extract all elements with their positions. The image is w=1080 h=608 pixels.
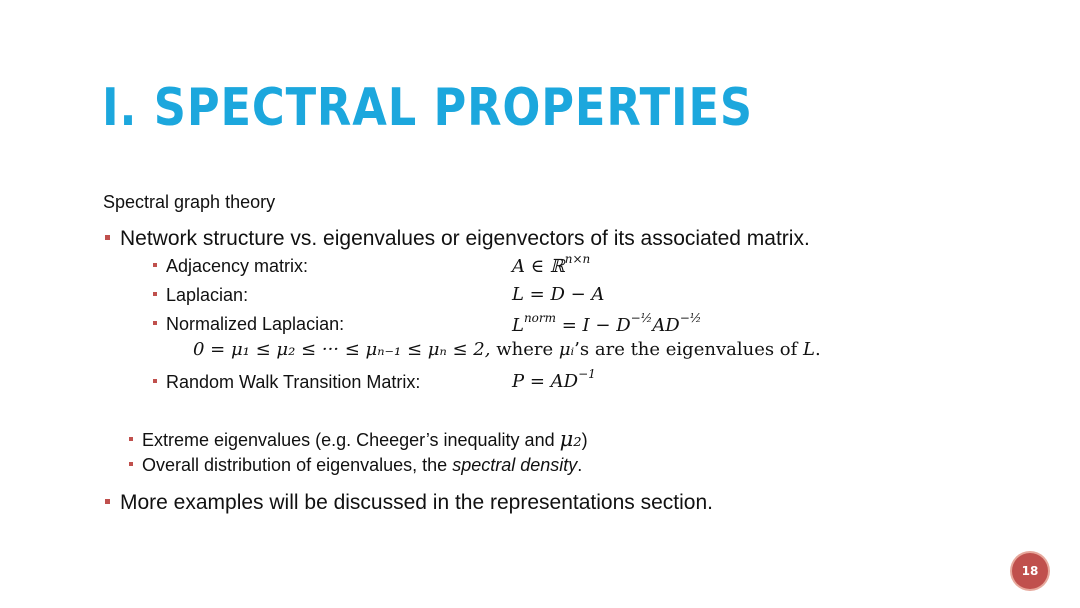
formula-text: A ∈ ℝ	[512, 256, 565, 277]
page-number-badge	[1012, 553, 1048, 589]
formula-text: L = D − A	[512, 284, 605, 305]
bullet-square-icon	[129, 437, 133, 441]
bullet-network-structure	[105, 227, 810, 251]
bullet-square-icon	[153, 292, 157, 296]
formula-text: = I − D	[556, 315, 631, 336]
bullet-text: Extreme eigenvalues (e.g. Cheeger’s inequality and	[142, 430, 560, 450]
bullet-text: )	[581, 430, 588, 450]
bullet-label: Normalized Laplacian:	[166, 314, 345, 334]
bullet-more-examples	[105, 491, 713, 515]
formula-adjacency	[512, 254, 590, 277]
math-text: μ₂	[559, 427, 582, 451]
subtitle: Spectral graph theory	[103, 192, 276, 212]
formula-text: L	[512, 315, 524, 336]
formula-text: P = AD	[512, 371, 579, 392]
math-text: L	[803, 339, 815, 360]
formula-sup: n×n	[564, 252, 591, 266]
bullet-square-icon	[153, 379, 157, 383]
bullet-square-icon	[105, 499, 110, 504]
bullet-text: .	[577, 455, 583, 475]
formula-laplacian	[512, 284, 604, 305]
math-text: ’s are the eigenvalues of	[574, 339, 804, 360]
page-number: 18	[1021, 564, 1039, 578]
bullet-text: Network structure vs. eigenvalues or eigenvectors of its associated matrix.	[120, 227, 810, 250]
bullet-extreme-eigenvalues	[129, 427, 588, 451]
formula-random-walk	[512, 369, 596, 392]
bullet-text: Overall distribution of eigenvalues, the	[142, 455, 453, 475]
bullet-normalized-laplacian	[153, 314, 344, 335]
formula-text: AD	[652, 315, 680, 336]
bullet-label: Adjacency matrix:	[166, 256, 309, 276]
formula-sup: norm	[523, 311, 557, 325]
formula-sup: −½	[679, 311, 702, 325]
bullet-square-icon	[105, 235, 110, 240]
math-text: μᵢ	[558, 339, 575, 360]
formula-sup: −1	[578, 367, 596, 381]
bullet-square-icon	[129, 462, 133, 466]
bullet-adjacency	[153, 256, 308, 277]
bullet-square-icon	[153, 321, 157, 325]
math-text: 0 = μ₁ ≤ μ₂ ≤ ··· ≤ μₙ₋₁ ≤ μₙ ≤ 2,	[193, 339, 491, 360]
formula-normalized-laplacian	[512, 313, 701, 336]
math-text: where	[490, 339, 559, 360]
eigenvalue-ordering	[193, 339, 821, 360]
bullet-text: More examples will be discussed in the representations section.	[120, 491, 713, 514]
math-text: .	[814, 339, 821, 360]
bullet-square-icon	[153, 263, 157, 267]
bullet-spectral-density	[129, 455, 582, 476]
bullet-laplacian	[153, 285, 248, 306]
bullet-label: Random Walk Transition Matrix:	[166, 372, 421, 392]
formula-sup: −½	[630, 311, 653, 325]
emphasis-text: spectral density	[452, 455, 578, 475]
slide-title: I. SPECTRAL PROPERTIES	[102, 78, 753, 138]
bullet-label: Laplacian:	[166, 285, 249, 305]
bullet-random-walk	[153, 372, 420, 393]
